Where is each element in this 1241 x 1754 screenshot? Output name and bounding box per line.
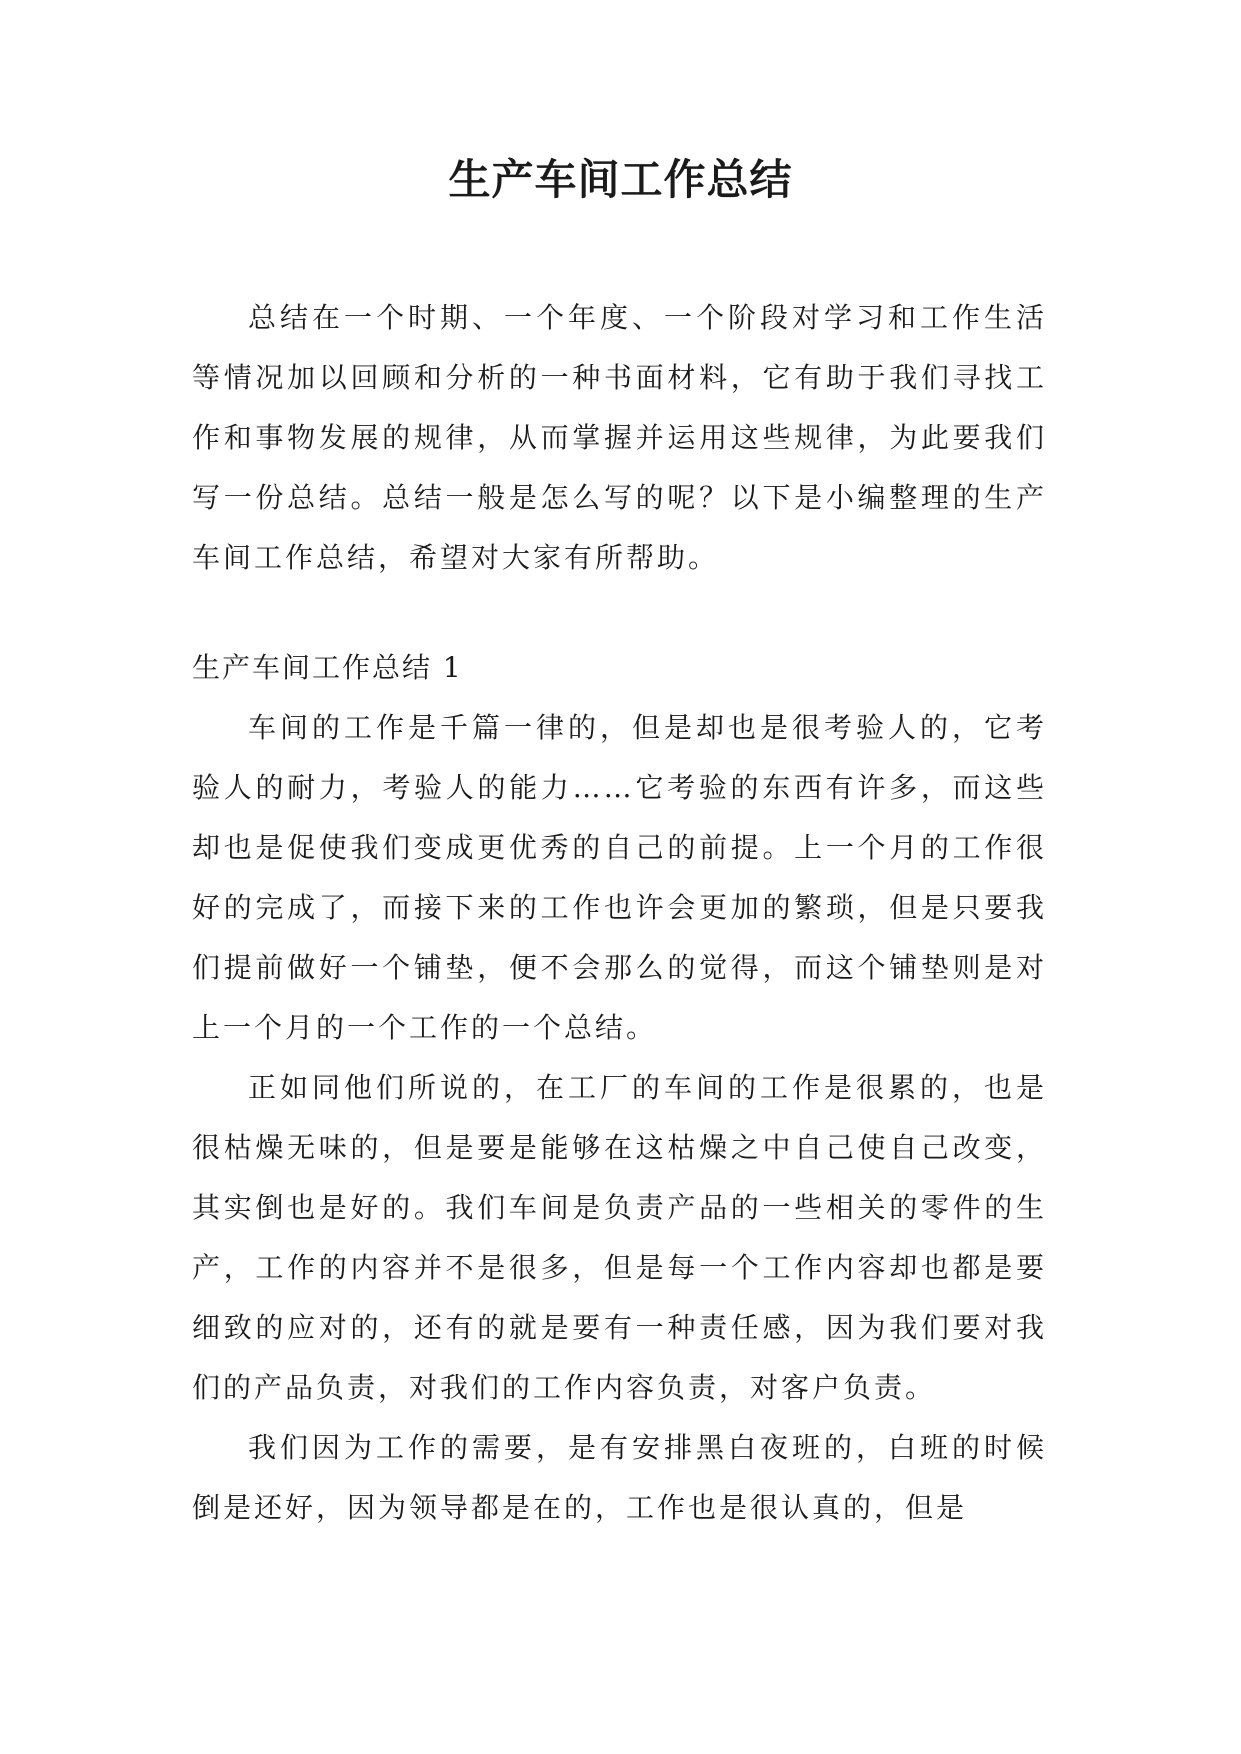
body-paragraph: 车间的工作是千篇一律的，但是却也是很考验人的，它考验人的耐力，考验人的能力……它考验的东西有许多，而这些却也是促使我们变成更优秀的自己的前提。上一个月的工作很好的完成了，而接下来的工作也许会更加的繁琐，但是只要我们提前做好一个铺垫，便不会那么的觉得，而这个铺垫则是对上一个月的一个工作的一个总结。	[192, 711, 1047, 1044]
document-title: 生产车间工作总结	[448, 155, 793, 204]
body-paragraph: 正如同他们所说的，在工厂的车间的工作是很累的，也是很枯燥无味的，但是要是能够在这枯燥之中自己使自己改变，其实倒也是好的。我们车间是负责产品的一些相关的零件的生产，工作的内容并不是很多，但是每一个工作内容却也都是要细致的应对的，还有的就是要有一种责任感，因为我们要对我们的产品负责，对我们的工作内容负责，对客户负责。	[192, 1071, 1047, 1404]
intro-paragraph: 总结在一个时期、一个年度、一个阶段对学习和工作生活等情况加以回顾和分析的一种书面材料，它有助于我们寻找工作和事物发展的规律，从而掌握并运用这些规律，为此要我们写一份总结。总结一般是怎么写的呢？以下是小编整理的生产车间工作总结，希望对大家有所帮助。	[192, 301, 1047, 574]
section-heading: 生产车间工作总结 1	[192, 651, 463, 684]
document-body	[192, 288, 1047, 1538]
body-paragraph: 我们因为工作的需要，是有安排黑白夜班的，白班的时候倒是还好，因为领导都是在的，工作也是很认真的，但是	[192, 1431, 1047, 1524]
